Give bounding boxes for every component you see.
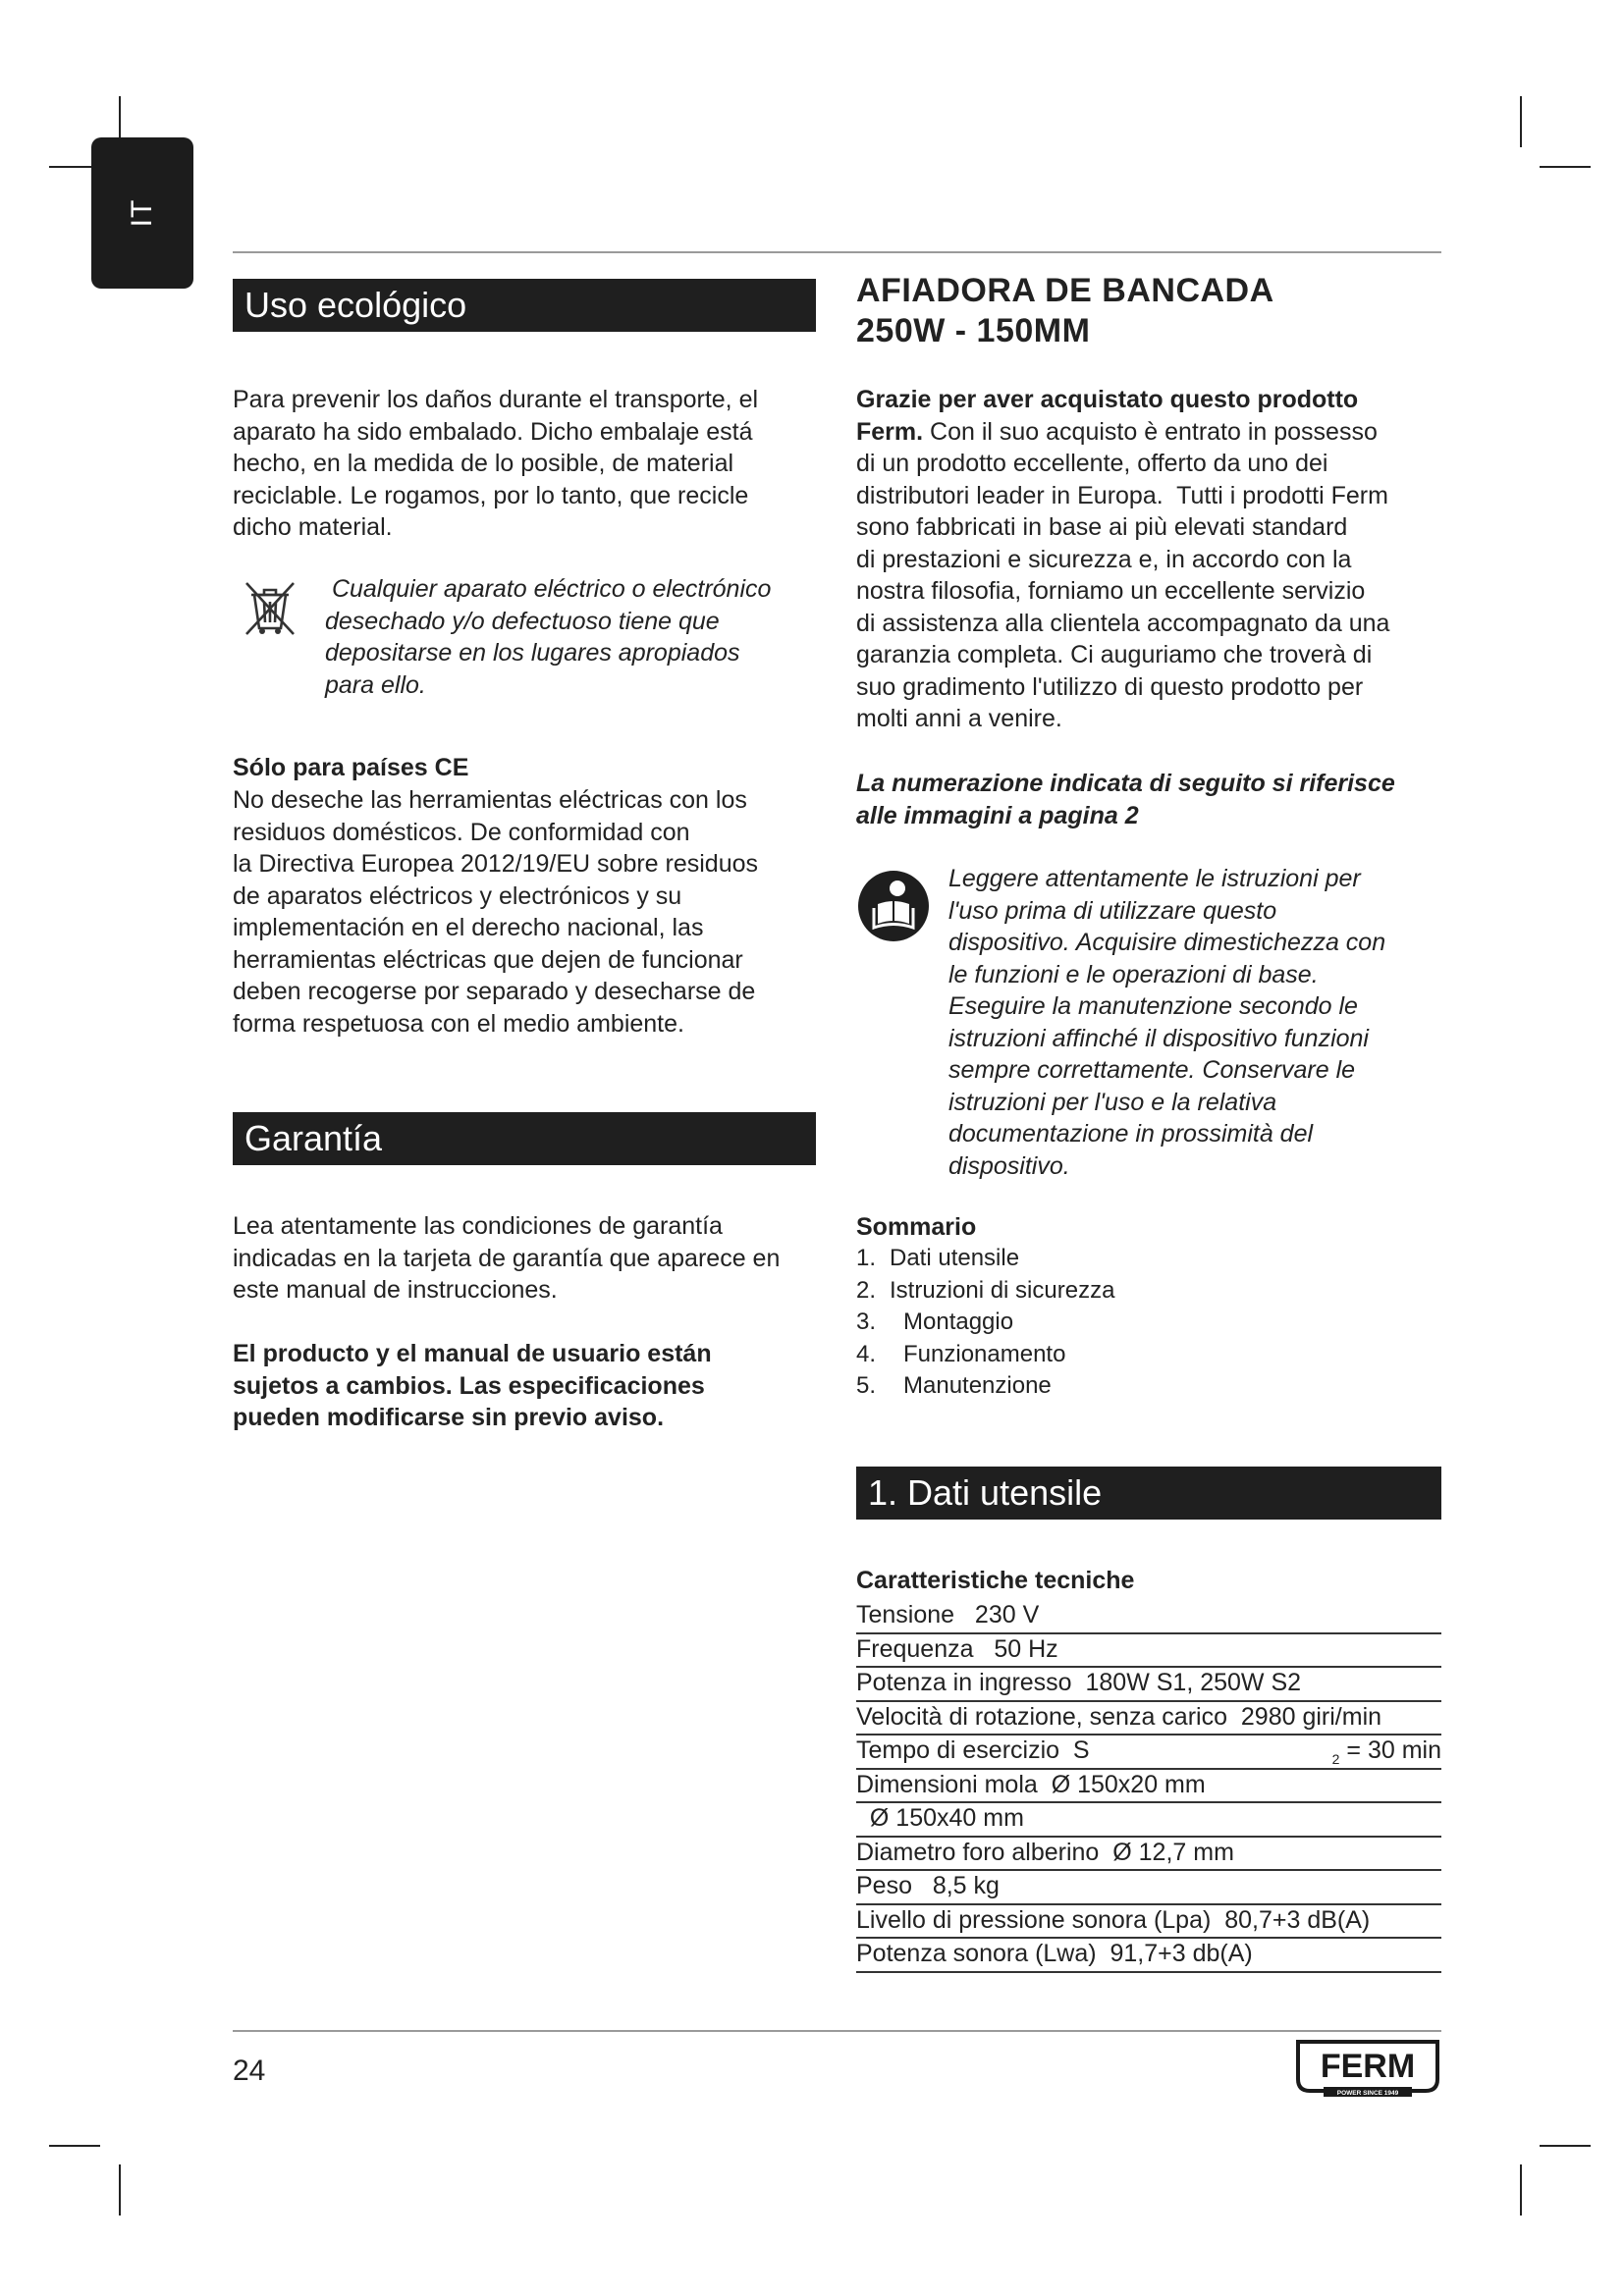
spec-row: Potenza sonora (Lwa) 91,7+3 db(A) <box>856 1939 1441 1973</box>
language-tab <box>91 137 193 289</box>
ce-paragraph: No deseche las herramientas eléctricas con los residuos domésticos. De conformidad con la Directiva Europea 2012/19/EU sobre residuos de aparatos eléctricos y electrónicos y su implementación en el derecho nacional, las herramientas eléctricas que dejen de funcionar deben recogerse por separado y desecharse de forma respetuosa con el medio ambiente. <box>233 786 759 1038</box>
ce-heading: Sólo para países CE <box>233 754 469 781</box>
warranty-paragraph: Lea atentamente las condiciones de garantía indicadas en la tarjeta de garantía que aparece en este manual de instrucciones. <box>233 1212 781 1304</box>
toc-item: 5. Manutenzione <box>856 1372 1052 1399</box>
spec-row: Frequenza 50 Hz <box>856 1634 1441 1669</box>
toc-item: 4. Funzionamento <box>856 1340 1066 1367</box>
product-title: AFIADORA DE BANCADA 250W - 150MM <box>856 272 1274 349</box>
weee-note: Cualquier aparato eléctrico o electrónico desechado y/o defectuoso tiene que depositarse en los lugares apropiados para ello. <box>325 575 772 699</box>
toc-item: 1. Dati utensile <box>856 1245 1020 1271</box>
footer-rule <box>233 2030 1441 2032</box>
logo-wordmark: FERM <box>1320 2048 1416 2085</box>
intro-paragraph: Grazie per aver acquistato questo prodotto Ferm. Con il suo acquisto è entrato in possesso di un prodotto eccellente, offerto da uno dei distributori leader in Europa. Tutti i prodotti Ferm sono fabbricati in base ai più elevati standard di prestazioni e sicurezza e, in accordo con la nostra filosofia, forniamo un eccellente servizio di assistenza alla clientela accompagnato da una garanzia completa. Ci auguriamo che troverà di suo gradimento l'utilizzo di questo prodotto per molti anni a venire. <box>856 386 1390 732</box>
spec-row: Potenza in ingresso 180W S1, 250W S2 <box>856 1668 1441 1702</box>
logo-tagline: POWER SINCE 1949 <box>1336 2090 1399 2097</box>
spec-row: Ø 150x40 mm <box>856 1803 1441 1838</box>
eco-paragraph: Para prevenir los daños durante el transporte, el aparato ha sido embalado. Dicho embalaje está hecho, en la medida de lo posible, de material reciclable. Le rogamos, por lo tanto, que recicle dicho material. <box>233 386 759 541</box>
spec-row: Livello di pressione sonora (Lpa) 80,7+3 dB(A) <box>856 1905 1441 1940</box>
header-rule <box>233 251 1441 253</box>
crop-mark-bottom-left-h <box>49 2145 100 2147</box>
toc-item: 2. Istruzioni di sicurezza <box>856 1276 1115 1304</box>
spec-row: Tempo di esercizio S $_2$ = 30 min <box>856 1735 1441 1770</box>
spec-row: Dimensioni mola Ø 150x20 mm <box>856 1770 1441 1804</box>
page-number: 24 <box>233 2055 266 2087</box>
spec-row: Diametro foro alberino Ø 12,7 mm <box>856 1838 1441 1872</box>
table-of-contents <box>856 1243 1114 1403</box>
numbering-note: La numerazione indicata di seguito si riferisce alle immagini a pagina 2 <box>856 770 1395 829</box>
language-tab-label: IT <box>126 198 158 228</box>
crop-mark-top-right-h <box>1540 166 1591 168</box>
spec-row: Velocità di rotazione, senza carico 2980 giri/min <box>856 1702 1441 1736</box>
section-heading-eco: Uso ecológico <box>233 279 816 332</box>
spec-row: Peso 8,5 kg <box>856 1871 1441 1905</box>
spec-row: Tensione 230 V <box>856 1600 1441 1634</box>
crop-mark-bottom-right-v <box>1520 2164 1522 2216</box>
weee-bin-icon <box>241 577 299 638</box>
section-heading-warranty: Garantía <box>233 1112 816 1165</box>
specs-heading: Caratteristiche tecniche <box>856 1567 1135 1594</box>
crop-mark-bottom-right-h <box>1540 2145 1591 2147</box>
ferm-logo <box>1294 2038 1441 2099</box>
section-heading-dati-utensile: 1. Dati utensile <box>856 1467 1441 1520</box>
read-manual-icon <box>856 869 931 943</box>
crop-mark-bottom-left-v <box>119 2164 121 2216</box>
specs-table <box>856 1600 1441 1973</box>
toc-heading: Sommario <box>856 1213 977 1241</box>
warranty-disclaimer: El producto y el manual de usuario están sujetos a cambios. Las especificaciones pueden modificarse sin previo aviso. <box>233 1340 712 1431</box>
manual-note: Leggere attentamente le istruzioni per l'uso prima di utilizzare questo dispositivo. Acquisire dimestichezza con le funzioni e le operazioni di base. Eseguire la manutenzione secondo le istruzioni affinché il dispositivo funzioni sempre correttamente. Conservare le istruzioni per l'uso e la relativa documentazione in prossimità del dispositivo. <box>948 865 1386 1180</box>
toc-item: 3. Montaggio <box>856 1308 1014 1335</box>
crop-mark-top-right-v <box>1520 96 1522 147</box>
